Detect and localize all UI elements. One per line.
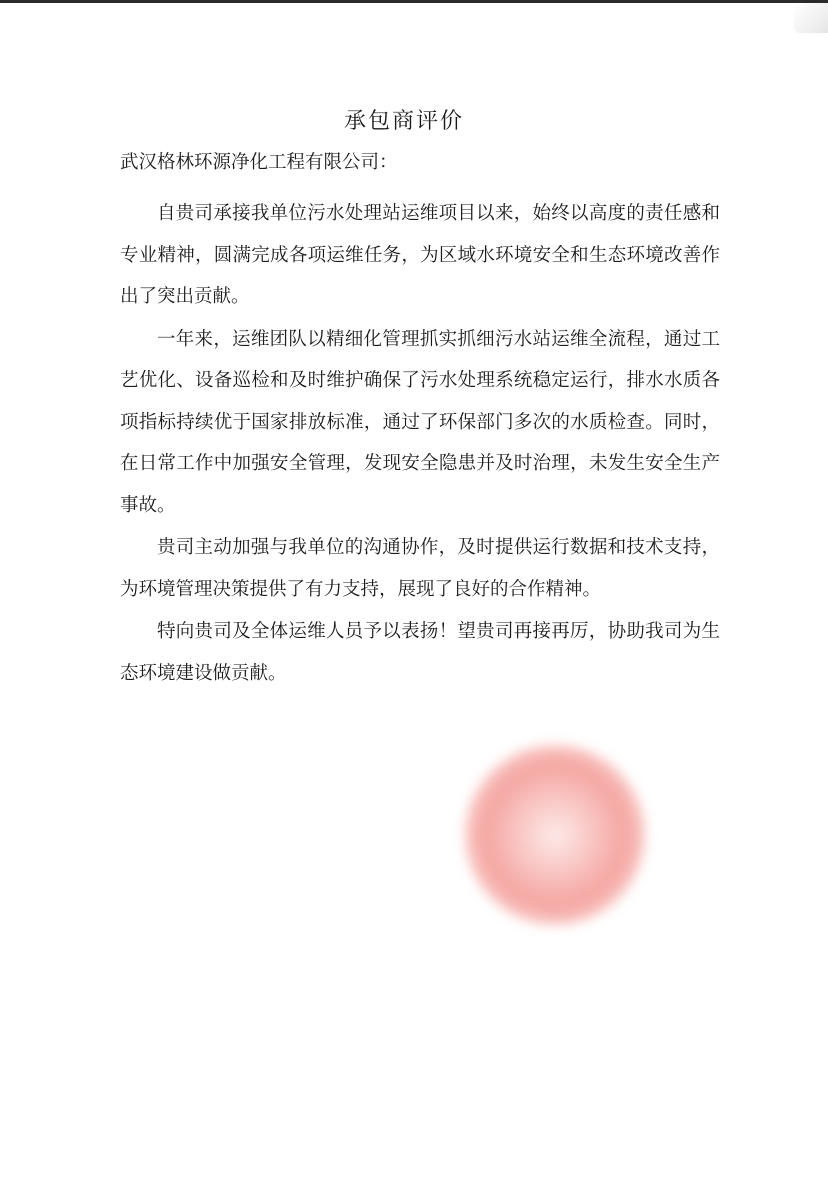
document-title: 承包商评价 [343,109,464,134]
signature-block [395,745,755,945]
paragraph-1: 自贵司承接我单位污水处理站运维项目以来，始终以高度的责任感和专业精神，圆满完成各项运维任务，为区域水环境安全和生态环境改善作出了突出贡献。 [120,203,720,307]
salutation: 武汉格林环源净化工程有限公司： [120,152,398,173]
paragraph-3: 贵司主动加强与我单位的沟通协作，及时提供运行数据和技术支持，为环境管理决策提供了有力支持，展现了良好的合作精神。 [120,537,720,600]
page-corner-fold [794,3,828,33]
document-body [120,193,720,695]
page-top-edge [0,0,828,3]
official-seal-stamp [465,745,645,925]
paragraph-4: 特向贵司及全体运维人员予以表扬！望贵司再接再厉，协助我司为生态环境建设做贡献。 [120,621,720,684]
paragraph-2: 一年来，运维团队以精细化管理抓实抓细污水站运维全流程，通过工艺优化、设备巡检和及时维护确保了污水处理系统稳定运行，排水水质各项指标持续优于国家排放标准，通过了环保部门多次的水质检查。同时，在日常工作中加强安全管理，发现安全隐患并及时治理，未发生安全生产事故。 [120,328,720,516]
